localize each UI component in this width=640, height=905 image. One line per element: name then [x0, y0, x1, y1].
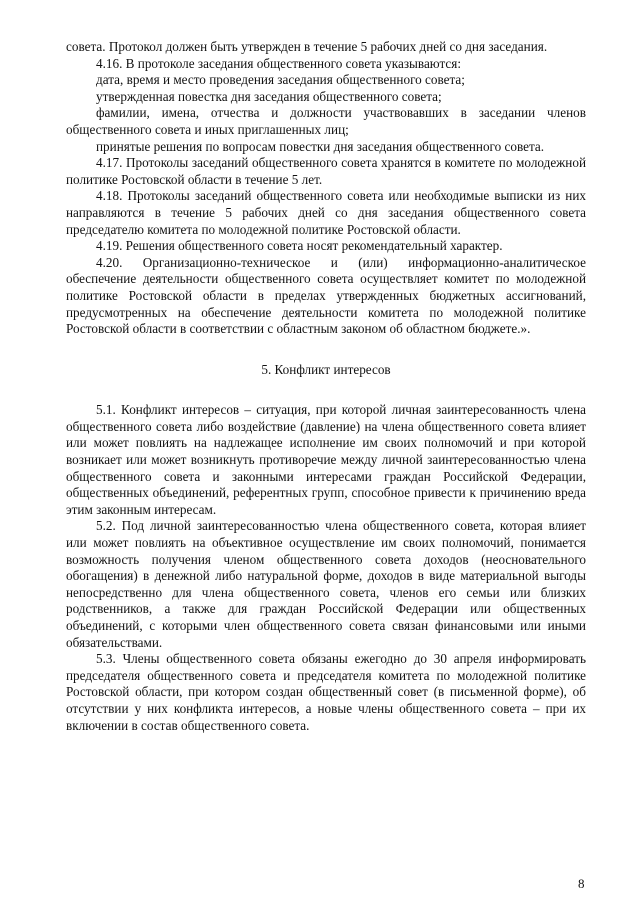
- paragraph-5-3: 5.3. Члены общественного совета обязаны ежегодно до 30 апреля информировать председателя общественного совета и председателя комитета по молодежной политике Ростовской области, при котором создан общественный совет (в письменной форме), об отсутствии у них конфликта интересов, а новые члены общественного совета – при их включении в состав общественного совета.: [66, 651, 586, 733]
- list-item-date: дата, время и место проведения заседания общественного совета;: [96, 72, 465, 88]
- paragraph-continuation: совета. Протокол должен быть утвержден в течение 5 рабочих дней со дня заседания.: [66, 39, 548, 54]
- list-item-decisions: принятые решения по вопросам повестки дня заседания общественного совета.: [96, 138, 545, 154]
- paragraph-4-19: 4.19. Решения общественного совета носят рекомендательный характер.: [96, 238, 503, 254]
- paragraph-5-2: 5.2. Под личной заинтересованностью члена общественного совета, которая влияет или может повлиять на объективное осуществление им своих полномочий, понимается возможность получения членом общественного совета доходов (неосновательного обогащения) в денежной либо натуральной форме, доходов в виде материальной выгоды непосредственно для члена общественного совета, членов его семьи или близких родственников, а также для граждан Российской Федерации или общественных объединений, с которыми член общественного совета связан финансовыми или иными обязательствами.: [66, 518, 586, 650]
- section-heading: 5. Конфликт интересов: [261, 361, 391, 377]
- paragraph-4-16: 4.16. В протоколе заседания общественного совета указываются:: [96, 55, 461, 71]
- paragraph-5-1: 5.1. Конфликт интересов – ситуация, при которой личная заинтересованность члена общественного совета либо воздействие (давление) на члена общественного совета влияет или может повлиять на надлежащее исполнение им своих полномочий и при которой возникает или может возникнуть противоречие между личной заинтересованностью члена общественного совета и законными интересами граждан Российской Федерации, общественных объединений, референтных групп, способное привести к причинению вреда этим законным интересам.: [66, 402, 586, 517]
- document-body: [66, 39, 586, 734]
- paragraph-4-20: 4.20. Организационно-техническое и (или) информационно-аналитическое обеспечение деятельности общественного совета осуществляет комитет по молодежной политике Ростовской области в пределах утвержденных бюджетных ассигнований, предусмотренных на обеспечение деятельности комитета по молодежной политике Ростовской области в соответствии с областным законом об областном бюджете.».: [66, 254, 586, 337]
- page-number: 8: [578, 876, 585, 891]
- list-item-participants: фамилии, имена, отчества и должности участвовавших в заседании членов общественного совета и иных приглашенных лиц;: [66, 105, 586, 137]
- paragraph-4-17: 4.17. Протоколы заседаний общественного совета хранятся в комитете по молодежной политике Ростовской области в течение 5 лет.: [66, 155, 586, 187]
- list-item-agenda: утвержденная повестка дня заседания общественного совета;: [96, 88, 442, 104]
- paragraph-4-18: 4.18. Протоколы заседаний общественного совета или необходимые выписки из них направляются в течение 5 рабочих дней со дня заседания общественного совета председателю комитета по молодежной политике Ростовской области.: [66, 188, 586, 237]
